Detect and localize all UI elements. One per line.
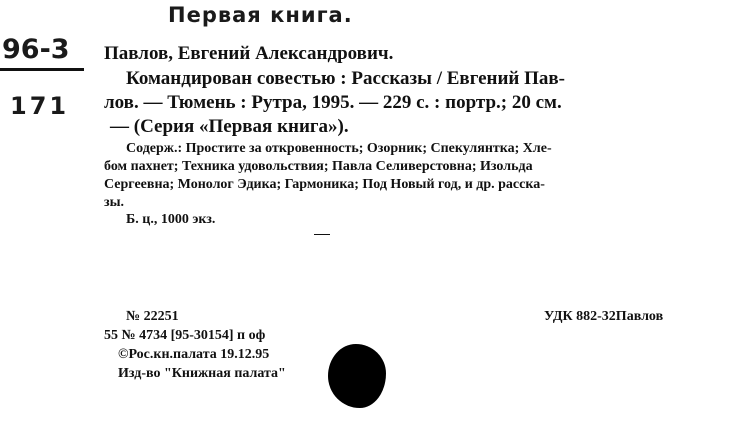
shelf-number: 171 — [10, 92, 70, 120]
contents-line-1: Содерж.: Простите за откровенность; Озорник; Спекулянтка; Хле- — [126, 141, 552, 156]
chamber-date: ©Рос.кн.палата 19.12.95 — [118, 347, 270, 362]
contents-line-2: бом пахнет; Техника удовольствия; Павла Селиверстовна; Изольда — [104, 159, 533, 174]
ink-blot — [328, 344, 386, 408]
title-line-2: лов. — Тюмень : Рутра, 1995. — 229 с. : портр.; 20 см. — [104, 92, 562, 113]
contents-line-4: зы. — [104, 195, 125, 210]
author-heading: Павлов, Евгений Александрович. — [104, 43, 394, 64]
registration-line: 55 № 4734 [95-30154] п оф — [104, 328, 266, 343]
call-number: 96-3 — [2, 34, 70, 65]
udc-code: УДК 882-32Павлов — [544, 309, 664, 324]
price-edition: Б. ц., 1000 экз. — [126, 212, 216, 227]
publisher-line: Изд-во "Книжная палата" — [118, 366, 286, 381]
handwritten-title: Первая книга. — [168, 3, 353, 27]
title-line-1: Командирован совестью : Рассказы / Евгений Пав- — [126, 68, 565, 89]
series-line: — (Серия «Первая книга»). — [110, 116, 349, 137]
record-number: № 22251 — [126, 309, 179, 324]
stray-mark — [314, 234, 330, 235]
contents-line-3: Сергеевна; Монолог Эдика; Гармоника; Под Новый год, и др. расска- — [104, 177, 545, 192]
call-number-underline — [0, 68, 84, 71]
